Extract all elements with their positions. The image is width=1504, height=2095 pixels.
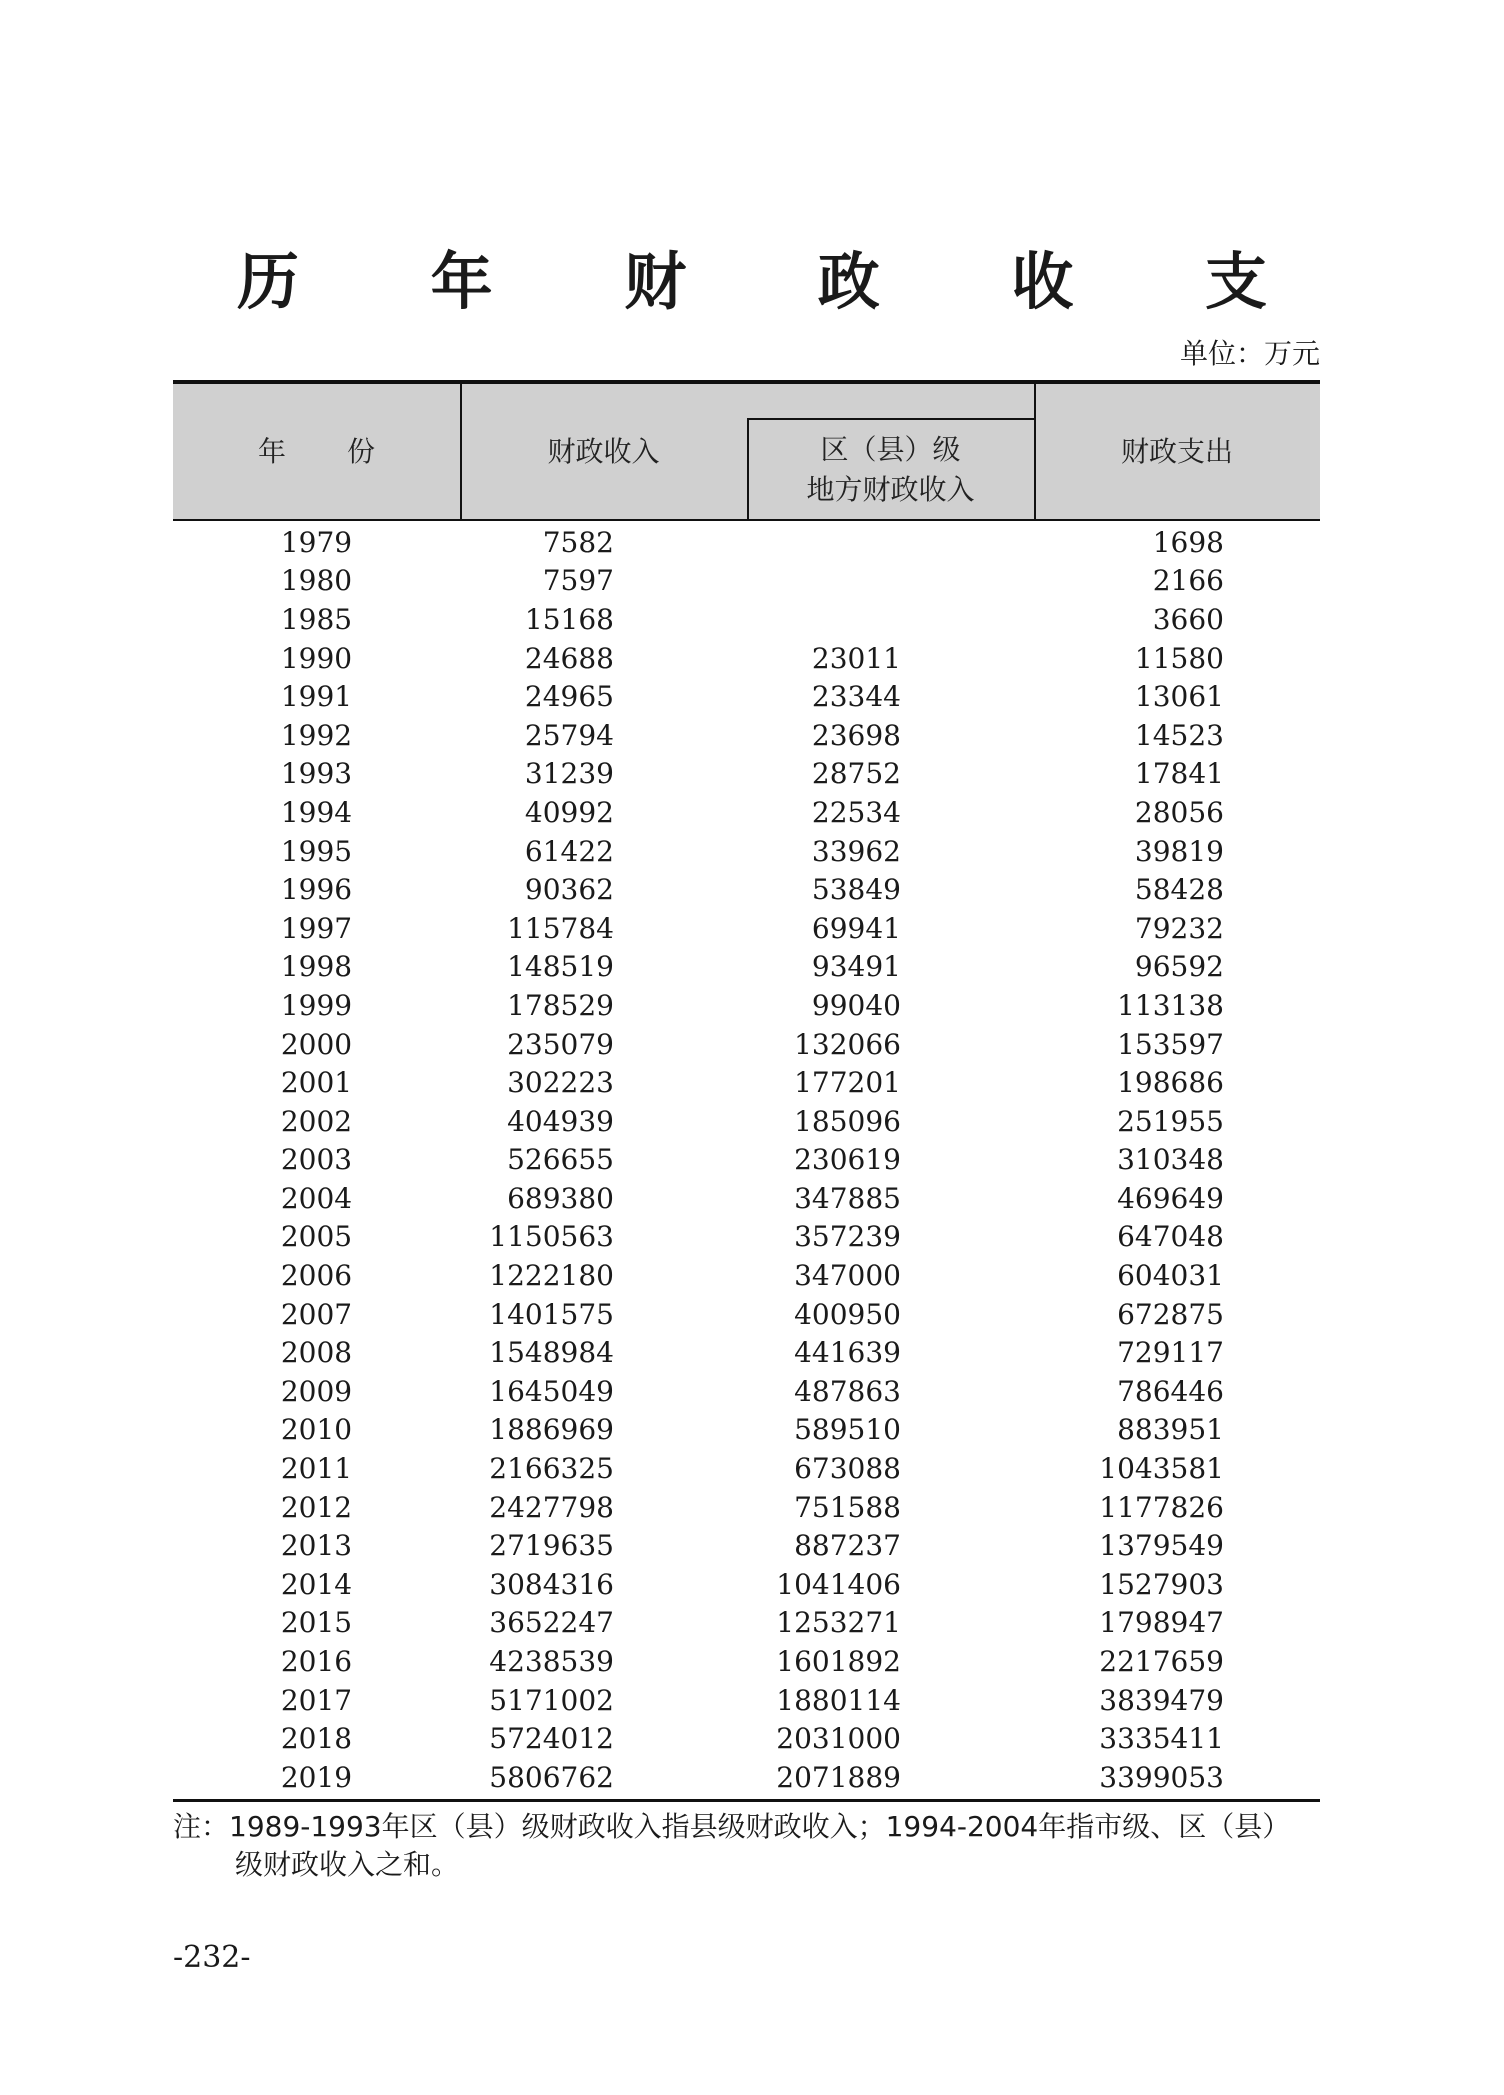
cell-year: 2008 [280, 1336, 353, 1370]
cell-revenue: 1401575 [489, 1297, 614, 1331]
cell-revenue: 90362 [524, 873, 614, 907]
table-row [173, 1449, 1320, 1488]
table-row [173, 755, 1320, 794]
cell-year: 2015 [280, 1606, 353, 1640]
footnote-line1: 注：1989-1993年区（县）级财政收入指县级财政收入；1994-2004年指市级、区（县） [173, 1810, 1291, 1843]
cell-district-revenue: 22534 [811, 795, 901, 829]
cell-district-revenue: 347000 [794, 1259, 901, 1293]
cell-expenditure: 729117 [1117, 1336, 1224, 1370]
cell-revenue: 2427798 [489, 1490, 614, 1524]
cell-revenue: 5171002 [489, 1683, 614, 1717]
cell-year: 1997 [280, 911, 353, 945]
cell-district-revenue: 99040 [811, 988, 901, 1022]
cell-district-revenue: 347885 [794, 1181, 901, 1215]
cell-district-revenue: 185096 [794, 1104, 901, 1138]
unit-label: 单位：万元 [1179, 337, 1320, 370]
table-row [173, 1256, 1320, 1295]
table-row [173, 1025, 1320, 1064]
header-revenue: 财政收入 [547, 434, 660, 468]
table-row [173, 1141, 1320, 1180]
cell-year: 1999 [280, 988, 353, 1022]
table-row [173, 1372, 1320, 1411]
cell-district-revenue: 23011 [811, 641, 901, 675]
cell-expenditure: 2217659 [1099, 1645, 1224, 1679]
footnote-line2: 级财政收入之和。 [235, 1848, 460, 1881]
header-district-line2: 地方财政收入 [806, 472, 975, 506]
table-row [173, 1063, 1320, 1102]
cell-revenue: 15168 [524, 602, 614, 636]
cell-district-revenue: 1253271 [776, 1606, 901, 1640]
cell-revenue: 61422 [524, 834, 614, 868]
cell-year: 2000 [280, 1027, 353, 1061]
cell-district-revenue: 2071889 [776, 1760, 901, 1794]
cell-revenue: 148519 [507, 950, 614, 984]
cell-revenue: 24688 [524, 641, 614, 675]
cell-revenue: 115784 [507, 911, 614, 945]
cell-revenue: 2719635 [489, 1529, 614, 1563]
cell-year: 2011 [280, 1452, 353, 1486]
cell-year: 1998 [280, 950, 353, 984]
cell-expenditure: 3839479 [1099, 1683, 1224, 1717]
cell-year: 2001 [280, 1066, 353, 1100]
page-title: 历 年 财 政 收 支 [237, 245, 1322, 318]
cell-district-revenue: 69941 [811, 911, 901, 945]
cell-revenue: 689380 [507, 1181, 614, 1215]
cell-district-revenue: 33962 [811, 834, 901, 868]
table-row [173, 1179, 1320, 1218]
cell-revenue: 302223 [507, 1066, 614, 1100]
table-row [173, 1411, 1320, 1450]
cell-expenditure: 58428 [1134, 873, 1224, 907]
cell-revenue: 5806762 [489, 1760, 614, 1794]
cell-revenue: 31239 [524, 757, 614, 791]
cell-year: 2003 [280, 1143, 353, 1177]
cell-revenue: 7597 [542, 564, 614, 598]
cell-expenditure: 17841 [1134, 757, 1224, 791]
cell-expenditure: 96592 [1134, 950, 1224, 984]
header-district-line1: 区（县）级 [820, 432, 961, 466]
table-row [173, 523, 1320, 562]
cell-district-revenue: 589510 [794, 1413, 901, 1447]
table-row [173, 639, 1320, 678]
cell-revenue: 1150563 [489, 1220, 614, 1254]
cell-revenue: 25794 [524, 718, 614, 752]
cell-year: 1991 [280, 680, 353, 714]
table-row [173, 832, 1320, 871]
cell-district-revenue: 1601892 [776, 1645, 901, 1679]
cell-revenue: 526655 [507, 1143, 614, 1177]
fiscal-table [173, 380, 1320, 1802]
cell-expenditure: 1043581 [1099, 1452, 1224, 1486]
table-row [173, 1526, 1320, 1565]
cell-expenditure: 39819 [1134, 834, 1224, 868]
cell-year: 1979 [280, 525, 353, 559]
cell-district-revenue: 28752 [811, 757, 901, 791]
cell-district-revenue: 1880114 [776, 1683, 901, 1717]
table-row [173, 948, 1320, 987]
cell-revenue: 235079 [507, 1027, 614, 1061]
table-row [173, 1295, 1320, 1334]
cell-year: 2014 [280, 1567, 353, 1601]
cell-expenditure: 2166 [1152, 564, 1224, 598]
cell-district-revenue: 887237 [794, 1529, 901, 1563]
cell-year: 2010 [280, 1413, 353, 1447]
cell-year: 2019 [280, 1760, 353, 1794]
cell-year: 2006 [280, 1259, 353, 1293]
cell-year: 1990 [280, 641, 353, 675]
table-row [173, 562, 1320, 601]
table-row [173, 1758, 1320, 1797]
cell-revenue: 1222180 [489, 1259, 614, 1293]
cell-revenue: 2166325 [489, 1452, 614, 1486]
cell-revenue: 4238539 [489, 1645, 614, 1679]
cell-expenditure: 1527903 [1099, 1567, 1224, 1601]
table-row [173, 1565, 1320, 1604]
cell-expenditure: 1698 [1152, 525, 1224, 559]
table-row [173, 677, 1320, 716]
cell-district-revenue: 487863 [794, 1374, 901, 1408]
cell-district-revenue: 53849 [811, 873, 901, 907]
cell-revenue: 3084316 [489, 1567, 614, 1601]
cell-district-revenue: 400950 [794, 1297, 901, 1331]
cell-revenue: 7582 [542, 525, 614, 559]
cell-year: 1980 [280, 564, 353, 598]
cell-district-revenue: 23344 [811, 680, 901, 714]
cell-expenditure: 28056 [1134, 795, 1224, 829]
cell-expenditure: 3335411 [1099, 1722, 1224, 1756]
cell-district-revenue: 230619 [794, 1143, 901, 1177]
table-row [173, 1488, 1320, 1527]
cell-expenditure: 604031 [1117, 1259, 1224, 1293]
cell-expenditure: 153597 [1117, 1027, 1224, 1061]
table-row [173, 1102, 1320, 1141]
cell-revenue: 1548984 [489, 1336, 614, 1370]
cell-expenditure: 1798947 [1099, 1606, 1224, 1640]
cell-district-revenue: 673088 [794, 1452, 901, 1486]
cell-revenue: 1886969 [489, 1413, 614, 1447]
cell-district-revenue: 177201 [794, 1066, 901, 1100]
cell-year: 1992 [280, 718, 353, 752]
cell-revenue: 1645049 [489, 1374, 614, 1408]
cell-expenditure: 3660 [1152, 602, 1224, 636]
header-district-revenue [747, 418, 1034, 519]
cell-district-revenue: 357239 [794, 1220, 901, 1254]
cell-revenue: 5724012 [489, 1722, 614, 1756]
cell-year: 2009 [280, 1374, 353, 1408]
cell-revenue: 178529 [507, 988, 614, 1022]
cell-expenditure: 11580 [1134, 641, 1224, 675]
table-row [173, 1642, 1320, 1681]
cell-expenditure: 883951 [1117, 1413, 1224, 1447]
cell-year: 2012 [280, 1490, 353, 1524]
table-row [173, 793, 1320, 832]
cell-expenditure: 786446 [1117, 1374, 1224, 1408]
cell-expenditure: 469649 [1117, 1181, 1224, 1215]
cell-expenditure: 14523 [1134, 718, 1224, 752]
page-number: -232- [173, 1940, 251, 1975]
table-row [173, 870, 1320, 909]
cell-district-revenue: 751588 [794, 1490, 901, 1524]
cell-district-revenue: 2031000 [776, 1722, 901, 1756]
cell-year: 2018 [280, 1722, 353, 1756]
cell-district-revenue: 441639 [794, 1336, 901, 1370]
table-row [173, 1719, 1320, 1758]
cell-district-revenue: 93491 [811, 950, 901, 984]
cell-year: 1996 [280, 873, 353, 907]
table-row [173, 600, 1320, 639]
cell-expenditure: 3399053 [1099, 1760, 1224, 1794]
cell-year: 1995 [280, 834, 353, 868]
table-row [173, 986, 1320, 1025]
cell-revenue: 24965 [524, 680, 614, 714]
cell-year: 2002 [280, 1104, 353, 1138]
cell-expenditure: 13061 [1134, 680, 1224, 714]
cell-year: 1985 [280, 602, 353, 636]
cell-year: 2017 [280, 1683, 353, 1717]
cell-year: 2016 [280, 1645, 353, 1679]
cell-expenditure: 1379549 [1099, 1529, 1224, 1563]
cell-expenditure: 672875 [1117, 1297, 1224, 1331]
table-header [173, 380, 1320, 521]
cell-revenue: 3652247 [489, 1606, 614, 1640]
cell-expenditure: 113138 [1117, 988, 1224, 1022]
cell-year: 1993 [280, 757, 353, 791]
cell-expenditure: 79232 [1134, 911, 1224, 945]
cell-year: 2013 [280, 1529, 353, 1563]
table-row [173, 716, 1320, 755]
table-row [173, 1604, 1320, 1643]
cell-expenditure: 310348 [1117, 1143, 1224, 1177]
table-row [173, 1333, 1320, 1372]
cell-year: 2004 [280, 1181, 353, 1215]
cell-expenditure: 251955 [1117, 1104, 1224, 1138]
table-row [173, 1681, 1320, 1720]
cell-district-revenue: 1041406 [776, 1567, 901, 1601]
cell-revenue: 40992 [524, 795, 614, 829]
cell-year: 2007 [280, 1297, 353, 1331]
cell-district-revenue: 23698 [811, 718, 901, 752]
cell-year: 2005 [280, 1220, 353, 1254]
cell-expenditure: 647048 [1117, 1220, 1224, 1254]
cell-year: 1994 [280, 795, 353, 829]
header-year: 年 份 [258, 434, 401, 468]
cell-expenditure: 1177826 [1099, 1490, 1224, 1524]
header-expenditure: 财政支出 [1120, 434, 1233, 468]
footnote [173, 1808, 1323, 1884]
table-row [173, 1218, 1320, 1257]
table-row [173, 909, 1320, 948]
cell-revenue: 404939 [507, 1104, 614, 1138]
cell-district-revenue: 132066 [794, 1027, 901, 1061]
table-body [173, 521, 1320, 1802]
cell-expenditure: 198686 [1117, 1066, 1224, 1100]
